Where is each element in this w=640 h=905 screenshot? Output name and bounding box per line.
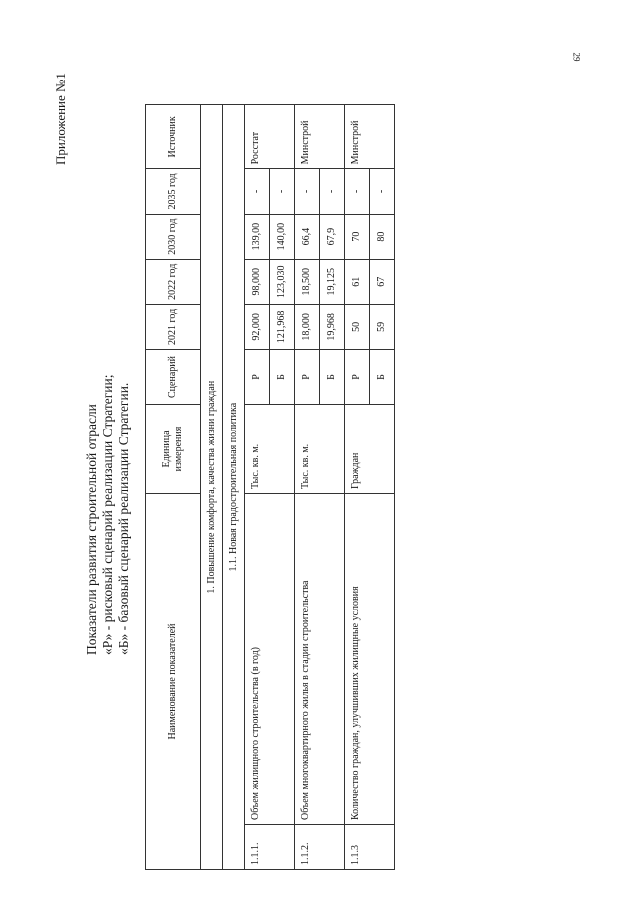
scenario-cell: Б [270,350,295,405]
table-row [295,105,320,870]
subsection-row [223,105,245,870]
indicator-source: Минстрой [345,105,395,169]
scenario-cell: Р [295,350,320,405]
indicator-unit: Граждан [345,405,395,494]
header-scenario: Сценарий [146,350,201,405]
indicators-table [145,104,395,870]
row-number: 1.1.1. [245,825,295,870]
indicator-source: Минстрой [295,105,345,169]
value-2030: 139,00 [245,214,270,259]
value-2035: - [370,169,395,214]
table-row [345,105,370,870]
value-2035: - [245,169,270,214]
value-2035: - [320,169,345,214]
value-2021: 50 [345,304,370,349]
indicator-name: Объем жилищного строительства (в год) [245,494,295,825]
indicator-name: Количество граждан, улучшивших жилищные условия [345,494,395,825]
row-number: 1.1.2. [295,825,345,870]
header-source: Источник [146,105,201,169]
value-2021: 59 [370,304,395,349]
value-2021: 92,000 [245,304,270,349]
row-number: 1.1.3 [345,825,395,870]
scenario-cell: Р [245,350,270,405]
value-2030: 67,9 [320,214,345,259]
value-2030: 140,00 [270,214,295,259]
section-title: 1. Повышение комфорта, качества жизни граждан [201,105,223,870]
value-2022: 98,000 [245,259,270,304]
value-2022: 19,125 [320,259,345,304]
indicator-source: Росстат [245,105,295,169]
table-header-row [146,105,201,870]
header-2030: 2030 год [146,214,201,259]
value-2035: - [270,169,295,214]
value-2021: 121,968 [270,304,295,349]
value-2021: 18,000 [295,304,320,349]
value-2021: 19,968 [320,304,345,349]
header-unit: Единица измерения [146,405,201,494]
title-line: «Б» - базовый сценарий реализации Стратегии. [116,382,131,655]
value-2022: 123,030 [270,259,295,304]
header-2021: 2021 год [146,304,201,349]
value-2022: 18,500 [295,259,320,304]
document-title [84,374,132,655]
value-2035: - [345,169,370,214]
value-2022: 67 [370,259,395,304]
header-2022: 2022 год [146,259,201,304]
indicator-name: Объем многоквартирного жилья в стадии строительства [295,494,345,825]
scenario-cell: Б [320,350,345,405]
value-2022: 61 [345,259,370,304]
scenario-cell: Б [370,350,395,405]
scenario-cell: Р [345,350,370,405]
indicator-unit: Тыс. кв. м. [245,405,295,494]
header-2035: 2035 год [146,169,201,214]
section-row [201,105,223,870]
table-row [245,105,270,870]
page-number: 29 [571,52,582,62]
value-2030: 80 [370,214,395,259]
header-name: Наименование показателей [146,494,201,870]
title-line: Показатели развития строительной отрасли [84,404,99,655]
indicator-unit: Тыс. кв. м. [295,405,345,494]
value-2030: 70 [345,214,370,259]
appendix-label: Приложение №1 [53,73,68,165]
value-2030: 66,4 [295,214,320,259]
title-line: «Р» - рисковый сценарий реализации Стратегии; [100,374,115,655]
value-2035: - [295,169,320,214]
subsection-title: 1.1. Новая градостроительная политика [223,105,245,870]
